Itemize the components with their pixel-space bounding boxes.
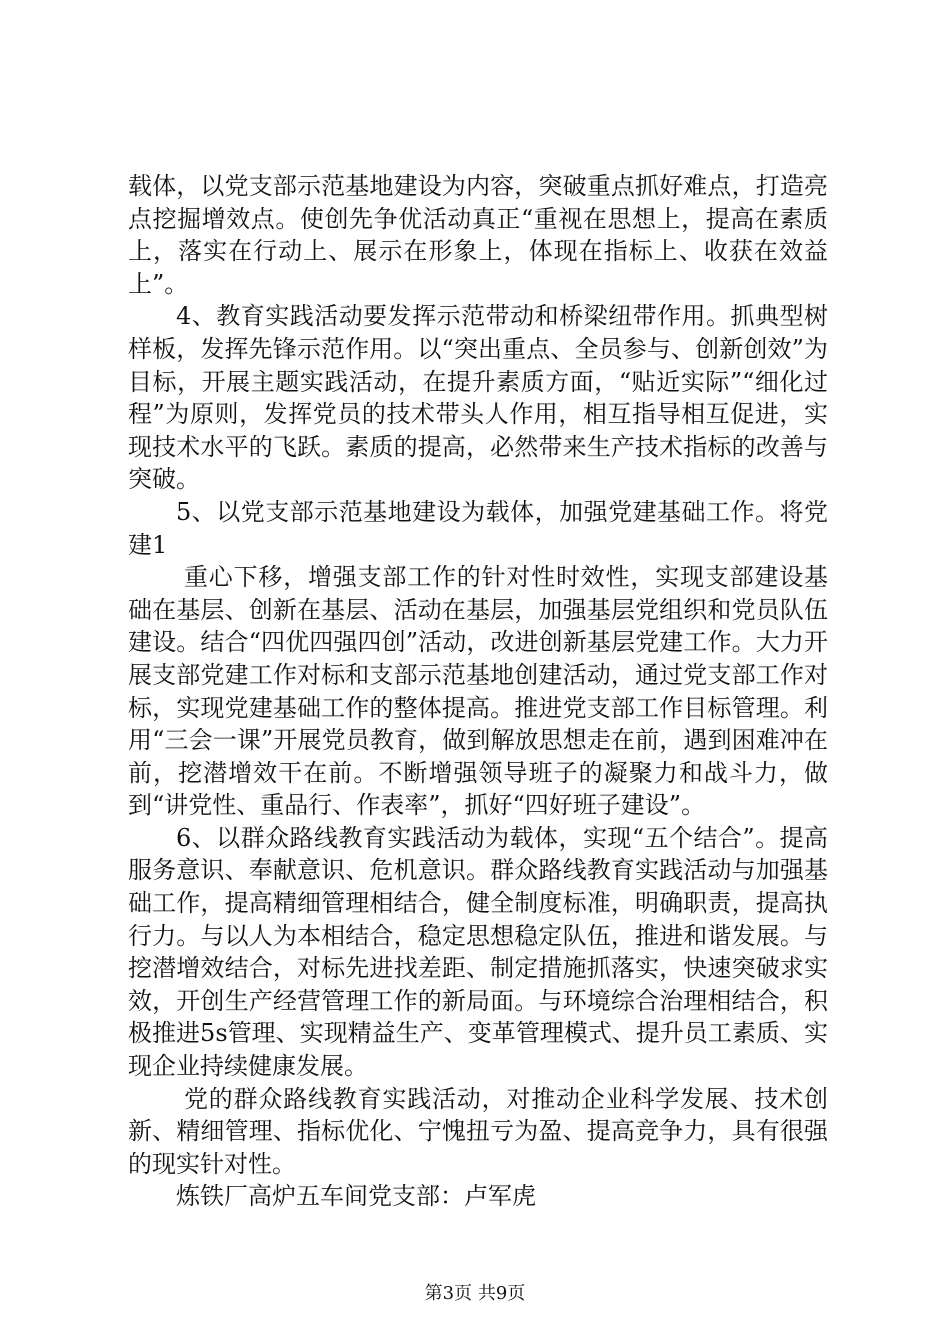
paragraph-signature: 炼铁厂高炉五车间党支部：卢军虎 bbox=[176, 1182, 536, 1211]
paragraph-mass-line: 党的群众路线教育实践活动，对推动企业科学发展、技术创新、精细管理、指标优化、宁愧扭亏为盈、提高竞争力，具有很强的现实针对性。 bbox=[128, 1084, 828, 1178]
paragraph-item-6: 6、以群众路线教育实践活动为载体，实现“五个结合”。提高服务意识、奉献意识、危机意识。群众路线教育实践活动与加强基础工作，提高精细管理相结合，健全制度标准，明确职责，提高执行力。与以人为本相结合，稳定思想稳定队伍，推进和谐发展。与挖潜增效结合，对标先进找差距、制定措施抓落实，快速突破求实效，开创生产经营管理工作的新局面。与环境综合治理相结合，积极推进5s管理、实现精益生产、变革管理模式、提升员工素质、实现企业持续健康发展。 bbox=[128, 823, 828, 1081]
page-number-footer: 第3页 共9页 bbox=[424, 1283, 526, 1304]
paragraph-item-4: 4、教育实践活动要发挥示范带动和桥梁纽带作用。抓典型树样板，发挥先锋示范作用。以“突出重点、全员参与、创新创效”为目标，开展主题实践活动，在提升素质方面，“贴近实际”“细化过程”为原则，发挥党员的技术带头人作用，相互指导相互促进，实现技术水平的飞跃。素质的提高，必然带来生产技术指标的改善与突破。 bbox=[128, 302, 828, 494]
paragraph-item-5: 5、以党支部示范基地建设为载体，加强党建基础工作。将党建1 bbox=[128, 497, 828, 559]
paragraph-party-building: 重心下移，增强支部工作的针对性时效性，实现支部建设基础在基层、创新在基层、活动在基层，加强基层党组织和党员队伍建设。结合“四优四强四创”活动，改进创新基层党建工作。大力开展支部党建工作对标和支部示范基地创建活动，通过党支部工作对标，实现党建基础工作的整体提高。推进党支部工作目标管理。利用“三会一课”开展党员教育，做到解放思想走在前，遇到困难冲在前，挖潜增效干在前。不断增强领导班子的凝聚力和战斗力，做到“讲党性、重品行、作表率”，抓好“四好班子建设”。 bbox=[128, 563, 828, 820]
paragraph-continuation: 载体，以党支部示范基地建设为内容，突破重点抓好难点，打造亮点挖掘增效点。使创先争优活动真正“重视在思想上，提高在素质上，落实在行动上、展示在形象上，体现在指标上、收获在效益上”。 bbox=[128, 172, 828, 298]
document-body bbox=[128, 170, 828, 1213]
